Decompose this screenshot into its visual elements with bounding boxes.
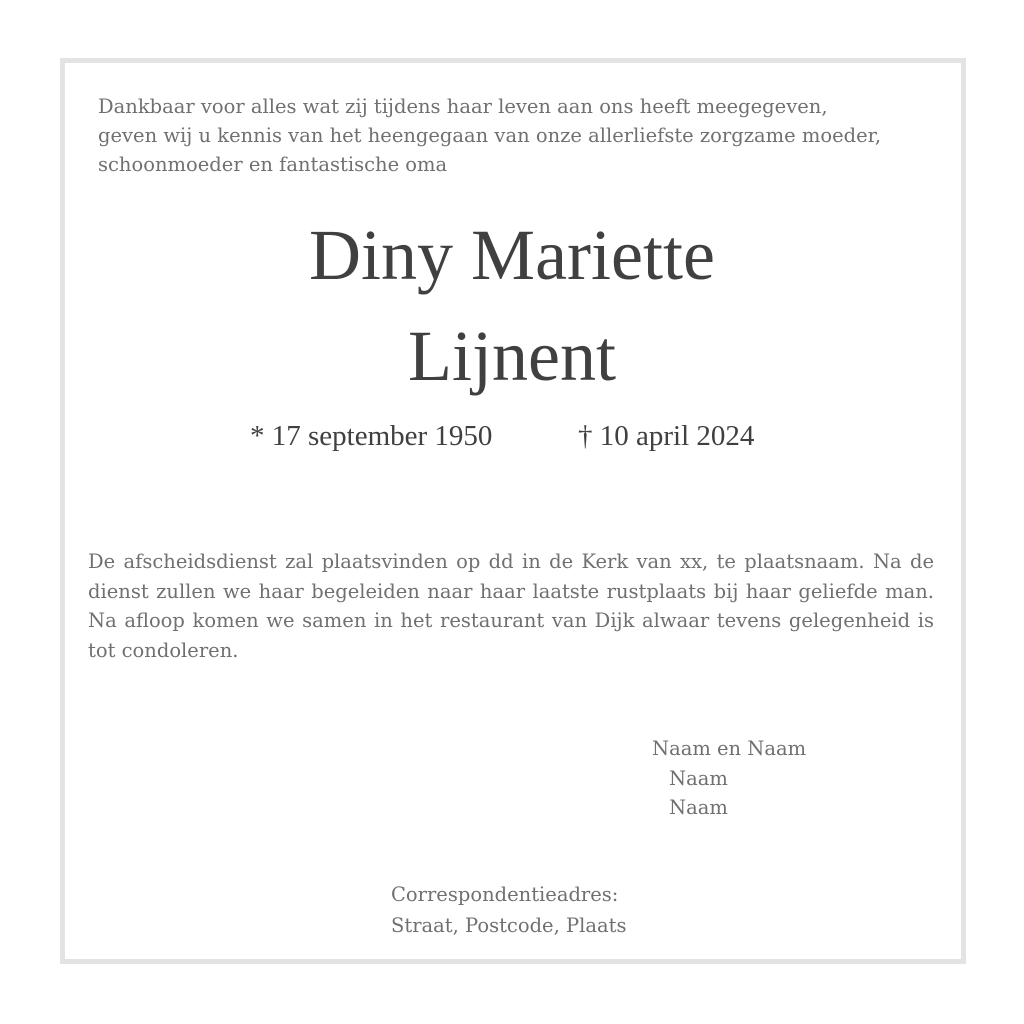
correspondence-address: Straat, Postcode, Plaats xyxy=(391,914,627,937)
signers-block xyxy=(652,734,806,823)
signer-name: Naam xyxy=(669,796,728,819)
correspondence-block xyxy=(391,879,626,941)
signer-name: Naam xyxy=(669,766,728,790)
announcement-card xyxy=(60,58,966,964)
birth-date: * 17 september 1950 xyxy=(250,420,493,452)
intro-line-1: Dankbaar voor alles wat zij tijdens haar leven aan ons heeft meegegeven, xyxy=(98,95,828,118)
intro-line-3: schoonmoeder en fantastische oma xyxy=(98,153,448,176)
deceased-surname: Lijnent xyxy=(408,316,616,396)
deceased-first-names: Diny Mariette xyxy=(309,215,715,295)
service-text: De afscheidsdienst zal plaatsvinden op dd in de Kerk van xx, te plaatsnaam. Na de dienst zullen we haar begeleiden naar haar laatste rustplaats bij haar geliefde man. Na afloop komen we samen in het restaurant van Dijk alwaar tevens gelegenheid is tot condoleren. xyxy=(88,550,934,662)
correspondence-label: Correspondentieadres: xyxy=(391,883,619,906)
intro-text xyxy=(98,92,948,179)
intro-line-2: geven wij u kennis van het heengegaan van onze allerliefste zorgzame moeder, xyxy=(98,124,882,147)
death-date: † 10 april 2024 xyxy=(578,420,755,452)
signer-name: Naam en Naam xyxy=(652,737,807,760)
